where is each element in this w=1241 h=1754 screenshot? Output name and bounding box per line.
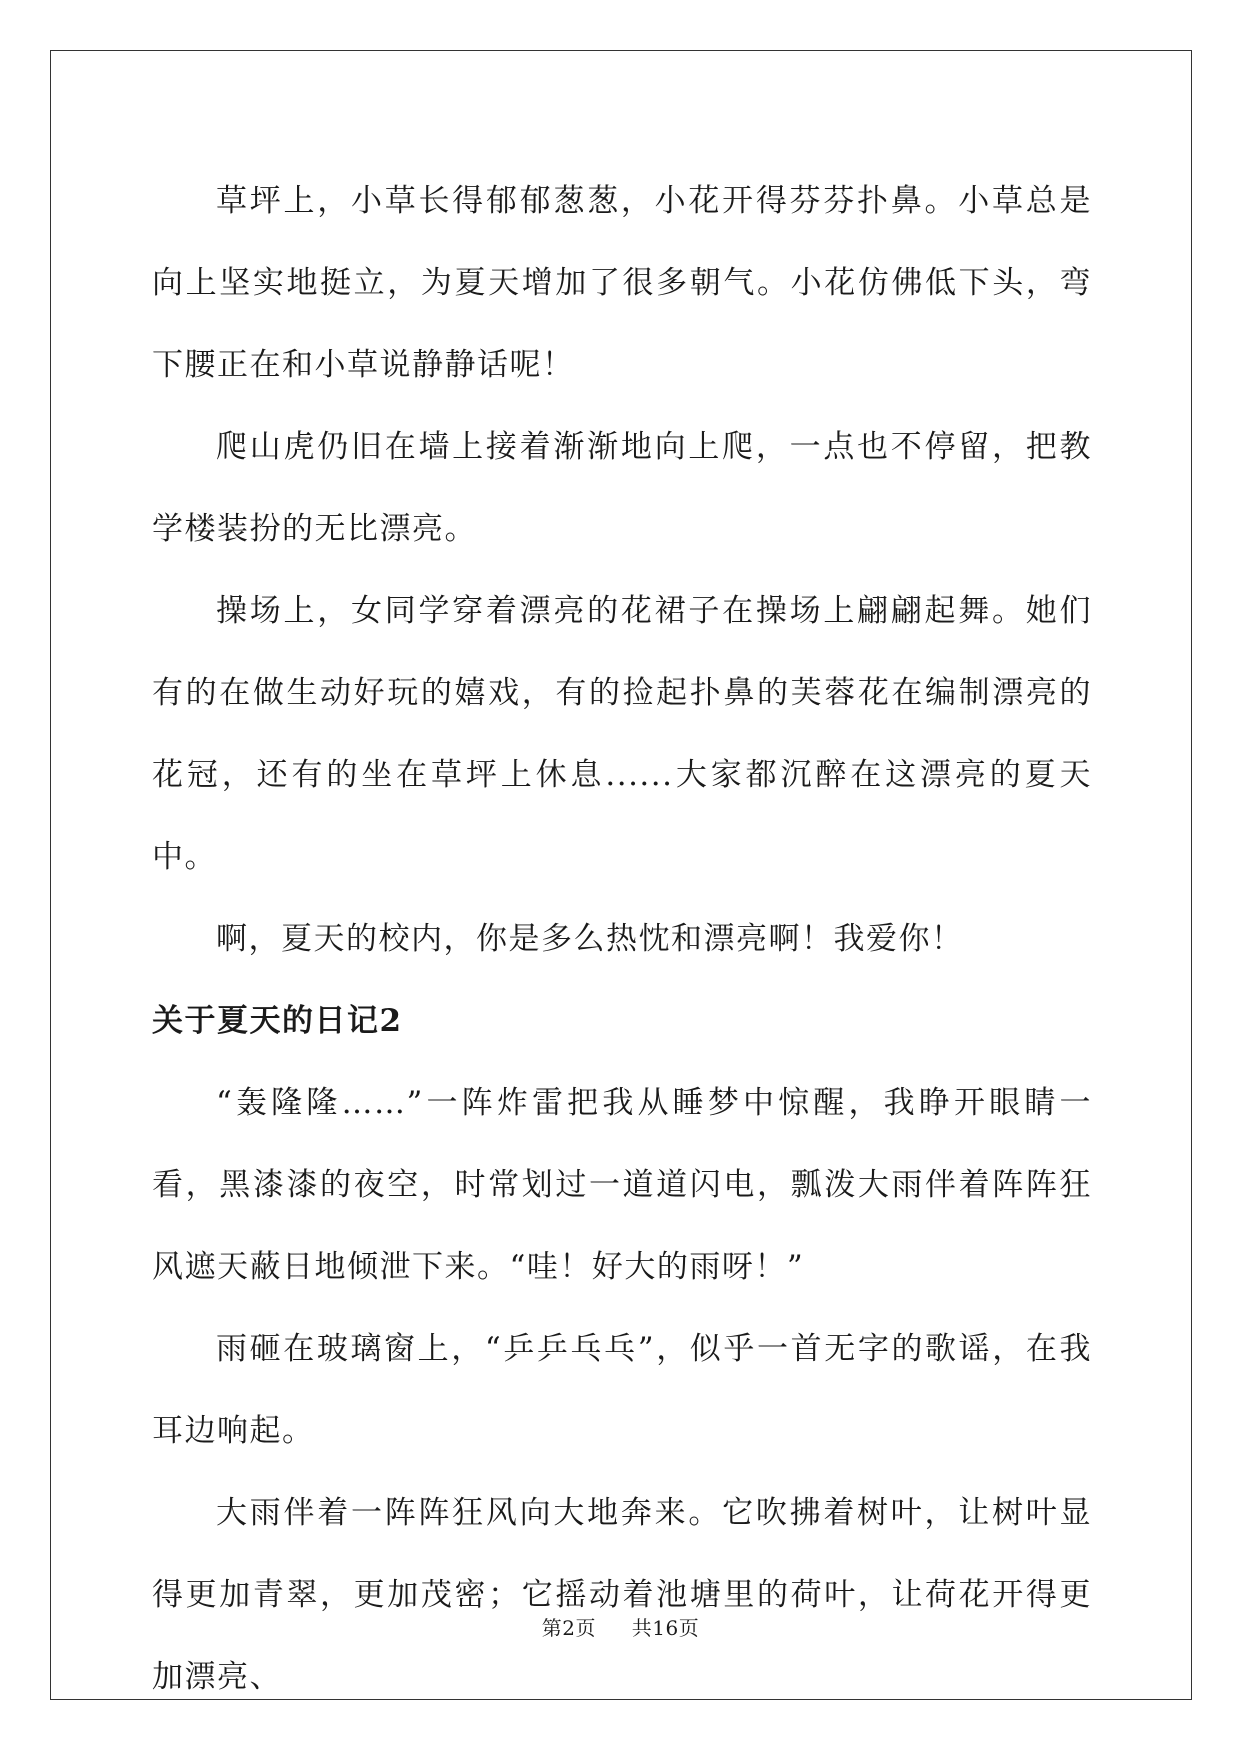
document-body <box>152 160 1092 1718</box>
paragraph: “轰隆隆……”一阵炸雷把我从睡梦中惊醒，我睁开眼睛一看，黑漆漆的夜空，时常划过一道道闪电，瓢泼大雨伴着阵阵狂风遮天蔽日地倾泄下来。“哇！好大的雨呀！” <box>152 1085 1092 1285</box>
paragraph: 草坪上，小草长得郁郁葱葱，小花开得芬芬扑鼻。小草总是向上坚实地挺立，为夏天增加了很多朝气。小花仿佛低下头，弯下腰正在和小草说静静话呢！ <box>152 183 1092 383</box>
page-number-total: 共16页 <box>631 1616 700 1640</box>
page-footer <box>0 1612 1241 1641</box>
paragraph: 大雨伴着一阵阵狂风向大地奔来。它吹拂着树叶，让树叶显得更加青翠，更加茂密；它摇动着池塘里的荷叶，让荷花开得更加漂亮、 <box>152 1495 1092 1695</box>
paragraph: 啊，夏天的校内，你是多么热忱和漂亮啊！我爱你！ <box>216 921 964 957</box>
section-heading: 关于夏天的日记2 <box>152 1003 403 1039</box>
paragraph: 雨砸在玻璃窗上，“乒乒乓乓”，似乎一首无字的歌谣，在我耳边响起。 <box>152 1331 1092 1449</box>
page-number-current: 第2页 <box>541 1616 597 1640</box>
paragraph: 操场上，女同学穿着漂亮的花裙子在操场上翩翩起舞。她们有的在做生动好玩的嬉戏，有的捡起扑鼻的芙蓉花在编制漂亮的花冠，还有的坐在草坪上休息......大家都沉醉在这漂亮的夏天中。 <box>152 593 1092 875</box>
paragraph: 爬山虎仍旧在墙上接着渐渐地向上爬，一点也不停留，把教学楼装扮的无比漂亮。 <box>152 429 1092 547</box>
